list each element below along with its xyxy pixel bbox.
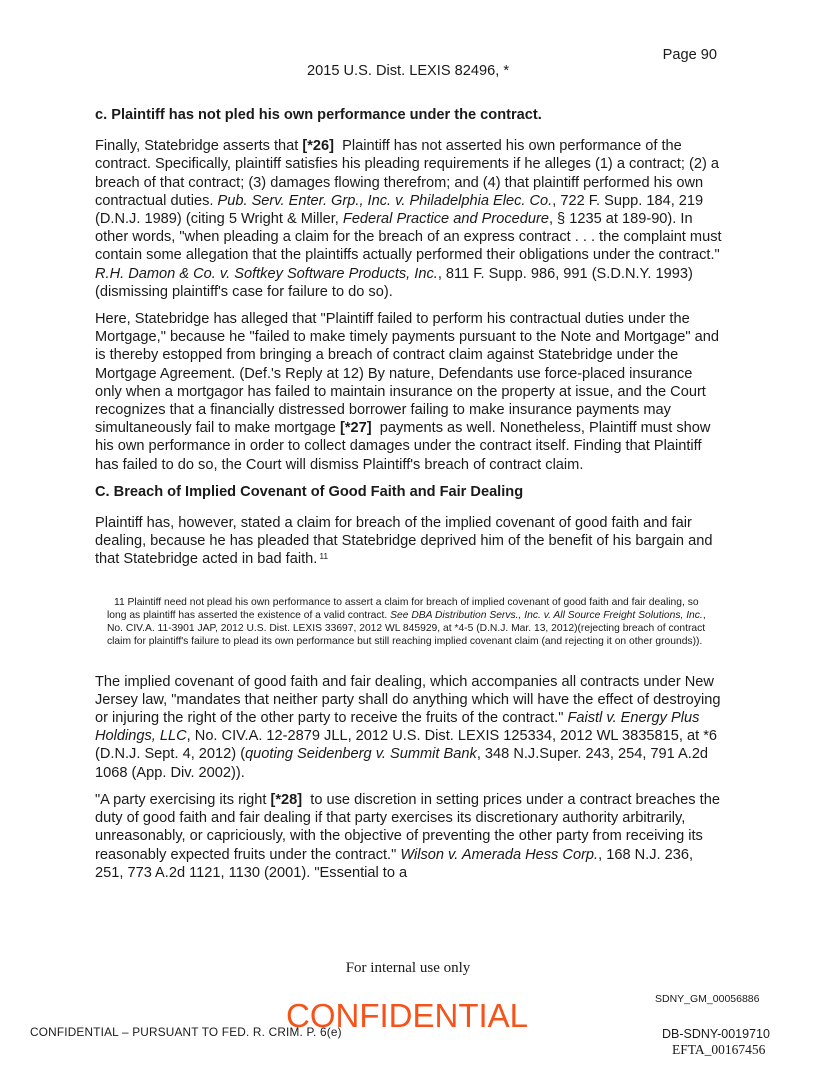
text-run: Here, Statebridge has alleged that "Plaintiff failed to perform his contractual duties under the Mortgage," because he "failed to make timely payments pursuant to the Note and Mortgage" and is thereby estopped from bringing a breach of contract claim against Statebridge under the Mortgage Agreement. (Def.'s Reply at 12) By nature, Defendants use force-placed insurance only when a mortgagor has failed to maintain insurance on the property at issue, and the Court recognizes that a financially distressed borrower failing to make insurance payments may simultaneously fail to make mortgage — [95, 311, 719, 437]
text-run: Wilson v. Amerada Hess Corp. — [400, 846, 599, 863]
body-paragraph — [95, 673, 723, 782]
document-body — [95, 106, 723, 891]
section-heading — [95, 106, 723, 124]
text-run: to use discretion in setting prices under a contract breaches the duty of good faith and fair dealing if that party exercises its discretionary authority arbitrarily, unreasonably, or capriciously, with the objective of preventing the other party from receiving its reasonably expected fruits under the contract." — [95, 791, 720, 863]
confidential-stamp: CONFIDENTIAL — [286, 997, 529, 1034]
bates-number-efta: EFTA_00167456 — [672, 1042, 766, 1057]
text-run: C. Breach of Implied Covenant of Good Faith and Fair Dealing — [95, 483, 524, 500]
body-paragraph — [95, 514, 723, 569]
bates-number-sdny-gm: SDNY_GM_00056886 — [655, 993, 760, 1005]
citation-header: 2015 U.S. Dist. LEXIS 82496, * — [307, 63, 509, 79]
body-paragraph — [95, 310, 723, 474]
footnote-marker: 11 — [319, 550, 329, 561]
internal-use-note: For internal use only — [345, 960, 471, 976]
confidentiality-legend: CONFIDENTIAL – PURSUANT TO FED. R. CRIM. P. 6(e) — [30, 1025, 342, 1039]
text-run: , No. CIV.A. 12-2879 JLL, 2012 U.S. Dist. LEXIS 125334, 2012 WL 3835815, at *6 (D.N.J. Sept. 4, 2012) ( — [95, 728, 717, 763]
text-run: 11 Plaintiff need not plead his own performance to assert a claim for breach of implied covenant of good faith and fair dealing, so long as plaintiff has asserted the existence of a valid contract. — [107, 596, 699, 621]
text-run: The implied covenant of good faith and fair dealing, which accompanies all contracts under New Jersey law, "mandates that neither party shall do anything which will have the effect of destroying or injuring the right of the other party to receive the fruits of the contract." — [95, 673, 721, 727]
text-run: Plaintiff has not asserted his own performance of the contract. Specifically, plaintiff satisfies his pleading requirements if he alleges (1) a contract; (2) a breach of that contract; (3) damages flowing therefrom; and (4) that plaintiff performed his own contractual duties. — [95, 138, 720, 209]
text-run: c. Plaintiff has not pled his own performance under the contract. — [95, 107, 542, 123]
text-run: Finally, Statebridge asserts that — [95, 138, 303, 155]
text-run: , § 1235 at 189-90). In other words, "when pleading a claim for the breach of an express contract . . . the complaint must contain some allegation that the plaintiffs actually performed their obligations under the contract." — [95, 211, 722, 264]
text-run: , 722 F. Supp. 184, 219 (D.N.J. 1989) (citing 5 Wright & Miller, — [95, 192, 704, 228]
text-run: , 811 F. Supp. 986, 991 (S.D.N.Y. 1993) (dismissing plaintiff's case for failure to do so). — [95, 265, 693, 300]
text-run: See DBA Distribution Servs., Inc. v. All Source Freight Solutions, Inc. — [390, 609, 703, 621]
text-run: Pub. Serv. Enter. Grp., Inc. v. Philadelphia Elec. Co. — [217, 192, 553, 209]
text-run: "A party exercising its right — [95, 791, 271, 808]
text-run: , No. CIV.A. 11-3901 JAP, 2012 U.S. Dist. LEXIS 33697, 2012 WL 845929, at *4-5 (D.N.J. Mar. 13, 2012)(rejecting breach of contract claim for plaintiff's failure to plead its own performance but still reaching implied covenant claim (and rejecting it on other grounds)). — [107, 609, 706, 647]
star-page-reference: [*26] — [302, 138, 335, 155]
star-page-reference: [*28] — [270, 791, 303, 808]
text-run: R.H. Damon & Co. v. Softkey Software Products, Inc. — [95, 265, 438, 282]
footnote — [107, 596, 715, 648]
body-paragraph — [95, 137, 723, 301]
text-run: Plaintiff has, however, stated a claim for breach of the implied covenant of good faith and fair dealing, because he has pleaded that Statebridge deprived him of the benefit of his bargain and that Statebridge acted in bad faith. — [95, 515, 713, 568]
text-run: , 348 N.J.Super. 243, 254, 791 A.2d 1068 (App. Div. 2002)). — [95, 746, 709, 781]
text-run: quoting Seidenberg v. Summit Bank — [245, 746, 477, 763]
text-run: , 168 N.J. 236, 251, 773 A.2d 1121, 1130 (2001). "Essential to a — [95, 846, 694, 881]
text-run: Faistl v. Energy Plus Holdings, LLC — [95, 710, 700, 745]
text-run: Federal Practice and Procedure — [342, 211, 549, 228]
body-paragraph — [95, 791, 723, 882]
star-page-reference: [*27] — [339, 420, 372, 437]
bates-number-db-sdny: DB-SDNY-0019710 — [662, 1027, 770, 1041]
page-number-label: Page 90 — [662, 47, 717, 63]
text-run: payments as well. Nonetheless, Plaintiff must show his own performance in order to collect damages under the contract itself. Finding that Plaintiff has failed to do so, the Court will dismiss Plaintiff's breach of contract claim. — [95, 420, 711, 473]
section-heading — [95, 483, 723, 501]
